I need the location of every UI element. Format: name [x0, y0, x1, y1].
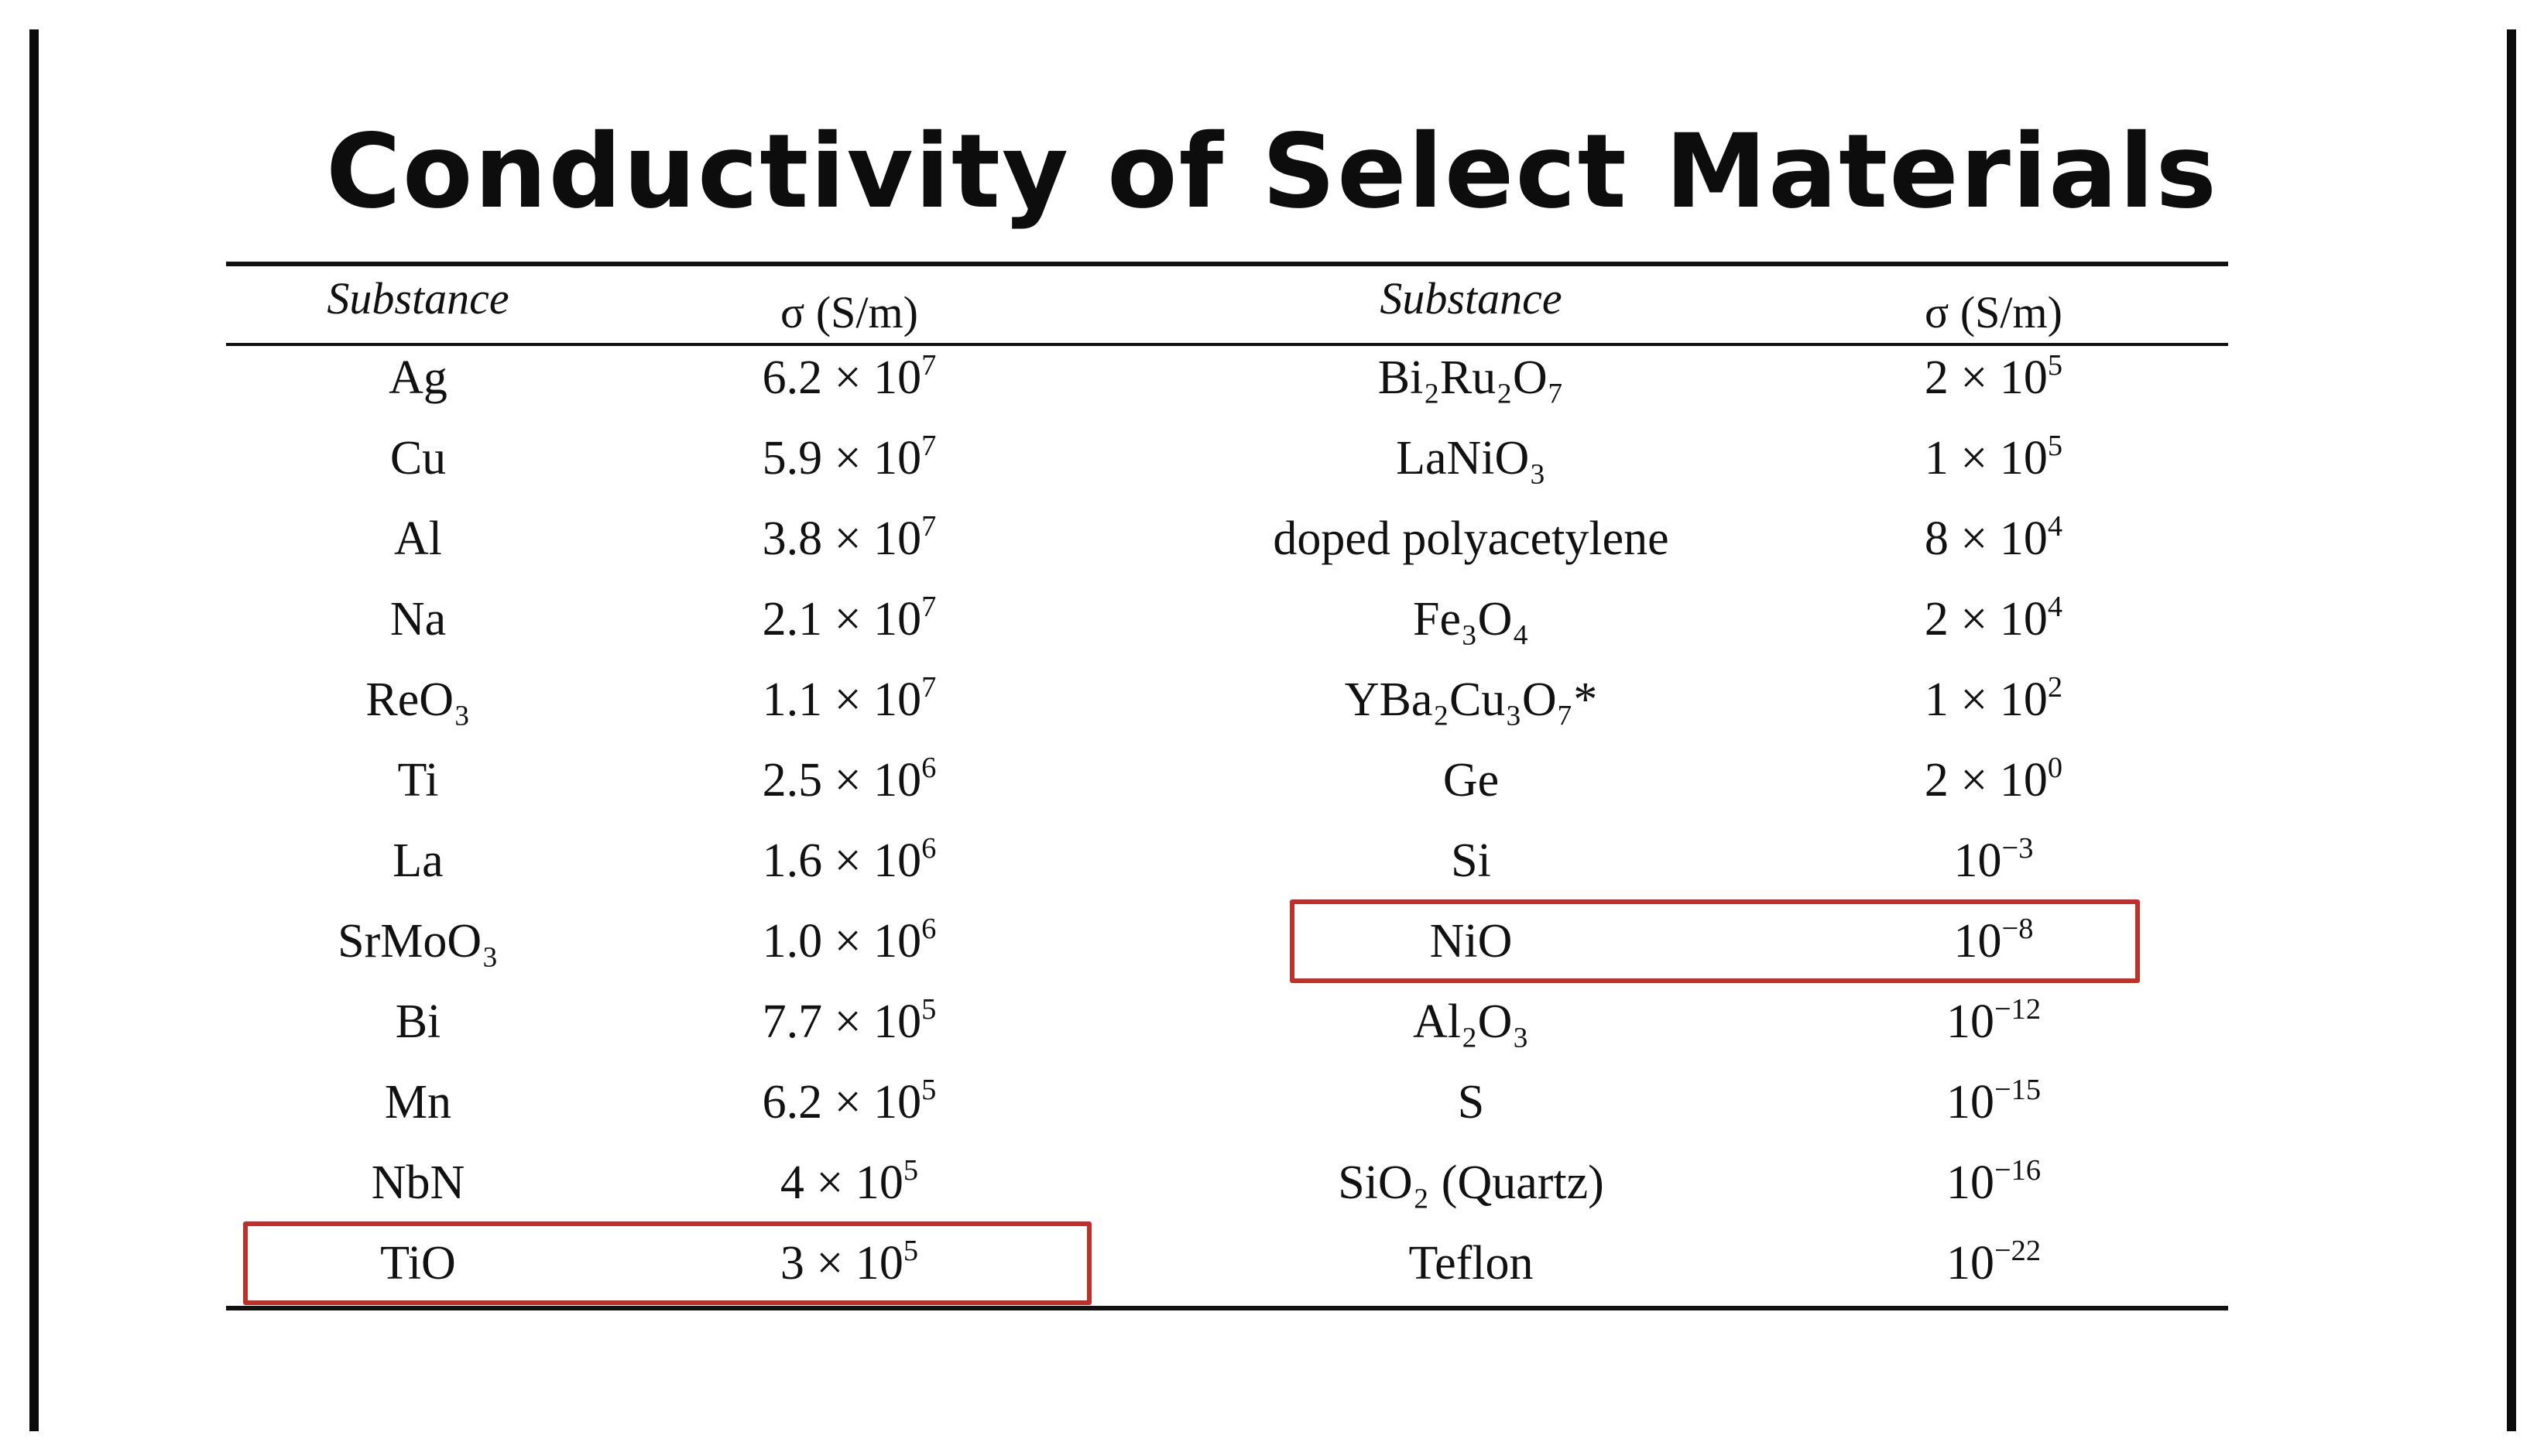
table-row [0, 1143, 2544, 1223]
conductivity-cell [1645, 820, 2342, 901]
conductivity-exponent: 6 [921, 832, 937, 865]
conductivity-cell [1645, 1223, 2342, 1304]
conductivity-exponent: 5 [903, 1154, 919, 1187]
substance-cell: S [1457, 1076, 1485, 1129]
conductivity-exponent: 5 [2047, 349, 2063, 382]
table-row [0, 740, 2544, 820]
conductivity-cell [1645, 740, 2342, 820]
page-title: Conductivity of Select Materials [326, 112, 2218, 231]
substance-cell: SrMoO₃ [338, 915, 499, 968]
table-top-rule [226, 262, 2228, 266]
conductivity-mantissa: 10 [1946, 995, 1994, 1048]
conductivity-exponent: −3 [2001, 832, 2034, 865]
conductivity-mantissa: 2 × 10 [1924, 351, 2048, 404]
table-bottom-rule [226, 1306, 2228, 1310]
conductivity-mantissa: 1 × 10 [1924, 673, 2048, 726]
conductivity-cell [1645, 498, 2342, 579]
conductivity-exponent: 7 [921, 430, 937, 463]
conductivity-cell [1645, 337, 2342, 418]
conductivity-mantissa: 1.6 × 10 [762, 834, 922, 887]
substance-cell: Ge [1442, 754, 1500, 807]
conductivity-exponent: 5 [921, 1074, 937, 1107]
conductivity-exponent: −15 [1994, 1074, 2042, 1107]
table-row [0, 498, 2544, 579]
table-row [0, 579, 2544, 659]
conductivity-exponent: 7 [921, 349, 937, 382]
substance-cell: Bi [395, 995, 441, 1048]
substance-cell: Al₂O₃ [1412, 995, 1529, 1048]
conductivity-mantissa: 2.1 × 10 [762, 593, 922, 646]
header-sigma-right: σ (S/m) [1925, 287, 2062, 337]
conductivity-cell [1645, 579, 2342, 659]
conductivity-exponent: 6 [921, 752, 937, 785]
header-substance-right: Substance [1380, 273, 1562, 324]
substance-cell: ReO₃ [365, 673, 471, 726]
conductivity-mantissa: 4 × 10 [780, 1156, 903, 1209]
substance-cell: Bi₂Ru₂O₇ [1377, 351, 1565, 404]
header-substance-left: Substance [327, 273, 509, 324]
substance-cell: Al [394, 512, 442, 565]
substance-cell: Mn [384, 1076, 452, 1129]
conductivity-mantissa: 1.1 × 10 [762, 673, 922, 726]
conductivity-mantissa: 6.2 × 10 [762, 1076, 922, 1129]
substance-cell: doped polyacetylene [1273, 512, 1669, 565]
substance-cell: Ag [389, 351, 447, 404]
substance-cell: Cu [389, 432, 447, 485]
substance-cell: LaNiO₃ [1396, 432, 1546, 485]
table-row [0, 337, 2544, 418]
conductivity-mantissa: 2 × 10 [1924, 754, 2048, 807]
substance-cell: TiO [380, 1237, 456, 1290]
conductivity-mantissa: 5.9 × 10 [762, 432, 922, 485]
conductivity-mantissa: 2.5 × 10 [762, 754, 922, 807]
conductivity-exponent: 2 [2047, 671, 2063, 704]
conductivity-mantissa: 10 [1953, 915, 2002, 968]
conductivity-exponent: 4 [2047, 510, 2063, 543]
substance-cell: Fe₃O₄ [1412, 593, 1529, 646]
conductivity-cell [1645, 1062, 2342, 1143]
header-sigma-left: σ (S/m) [780, 287, 918, 337]
substance-cell: Na [389, 593, 447, 646]
table-row [0, 901, 2544, 982]
conductivity-mantissa: 2 × 10 [1924, 593, 2048, 646]
conductivity-exponent: 0 [2047, 752, 2063, 785]
conductivity-mantissa: 1 × 10 [1924, 432, 2048, 485]
substance-cell: YBa₂Cu₃O₇* [1344, 673, 1598, 726]
conductivity-mantissa: 1.0 × 10 [762, 915, 922, 968]
substance-cell: Teflon [1408, 1237, 1534, 1290]
table-row [0, 982, 2544, 1062]
highlight-box [1290, 899, 2140, 983]
conductivity-exponent: 6 [921, 913, 937, 946]
conductivity-exponent: 5 [921, 993, 937, 1026]
table-row [0, 418, 2544, 498]
conductivity-exponent: 5 [903, 1235, 919, 1268]
conductivity-exponent: 7 [921, 591, 937, 624]
substance-cell: NbN [371, 1156, 465, 1209]
table-row [0, 1062, 2544, 1143]
table-row [0, 820, 2544, 901]
conductivity-mantissa: 3 × 10 [780, 1237, 903, 1290]
conductivity-mantissa: 10 [1946, 1076, 1994, 1129]
conductivity-mantissa: 6.2 × 10 [762, 351, 922, 404]
substance-cell: SiO₂ (Quartz) [1338, 1156, 1604, 1209]
substance-cell: Si [1451, 834, 1491, 887]
conductivity-mantissa: 10 [1953, 834, 2002, 887]
conductivity-cell [1645, 982, 2342, 1062]
conductivity-mantissa: 10 [1946, 1237, 1994, 1290]
substance-cell: Ti [397, 754, 439, 807]
conductivity-mantissa: 7.7 × 10 [762, 995, 922, 1048]
conductivity-cell [1645, 418, 2342, 498]
conductivity-mantissa: 10 [1946, 1156, 1994, 1209]
conductivity-exponent: −8 [2001, 913, 2034, 946]
substance-cell: La [393, 834, 444, 887]
conductivity-exponent: 5 [2047, 430, 2063, 463]
conductivity-exponent: 7 [921, 671, 937, 704]
conductivity-cell [1645, 659, 2342, 740]
table-row [0, 1223, 2544, 1304]
conductivity-exponent: −12 [1994, 993, 2042, 1026]
substance-cell: NiO [1429, 915, 1513, 968]
conductivity-exponent: −22 [1994, 1235, 2042, 1268]
table-row [0, 659, 2544, 740]
conductivity-exponent: −16 [1994, 1154, 2042, 1187]
conductivity-exponent: 4 [2047, 591, 2063, 624]
conductivity-exponent: 7 [921, 510, 937, 543]
conductivity-cell [1645, 1143, 2342, 1223]
conductivity-mantissa: 8 × 10 [1924, 512, 2048, 565]
conductivity-mantissa: 3.8 × 10 [762, 512, 922, 565]
